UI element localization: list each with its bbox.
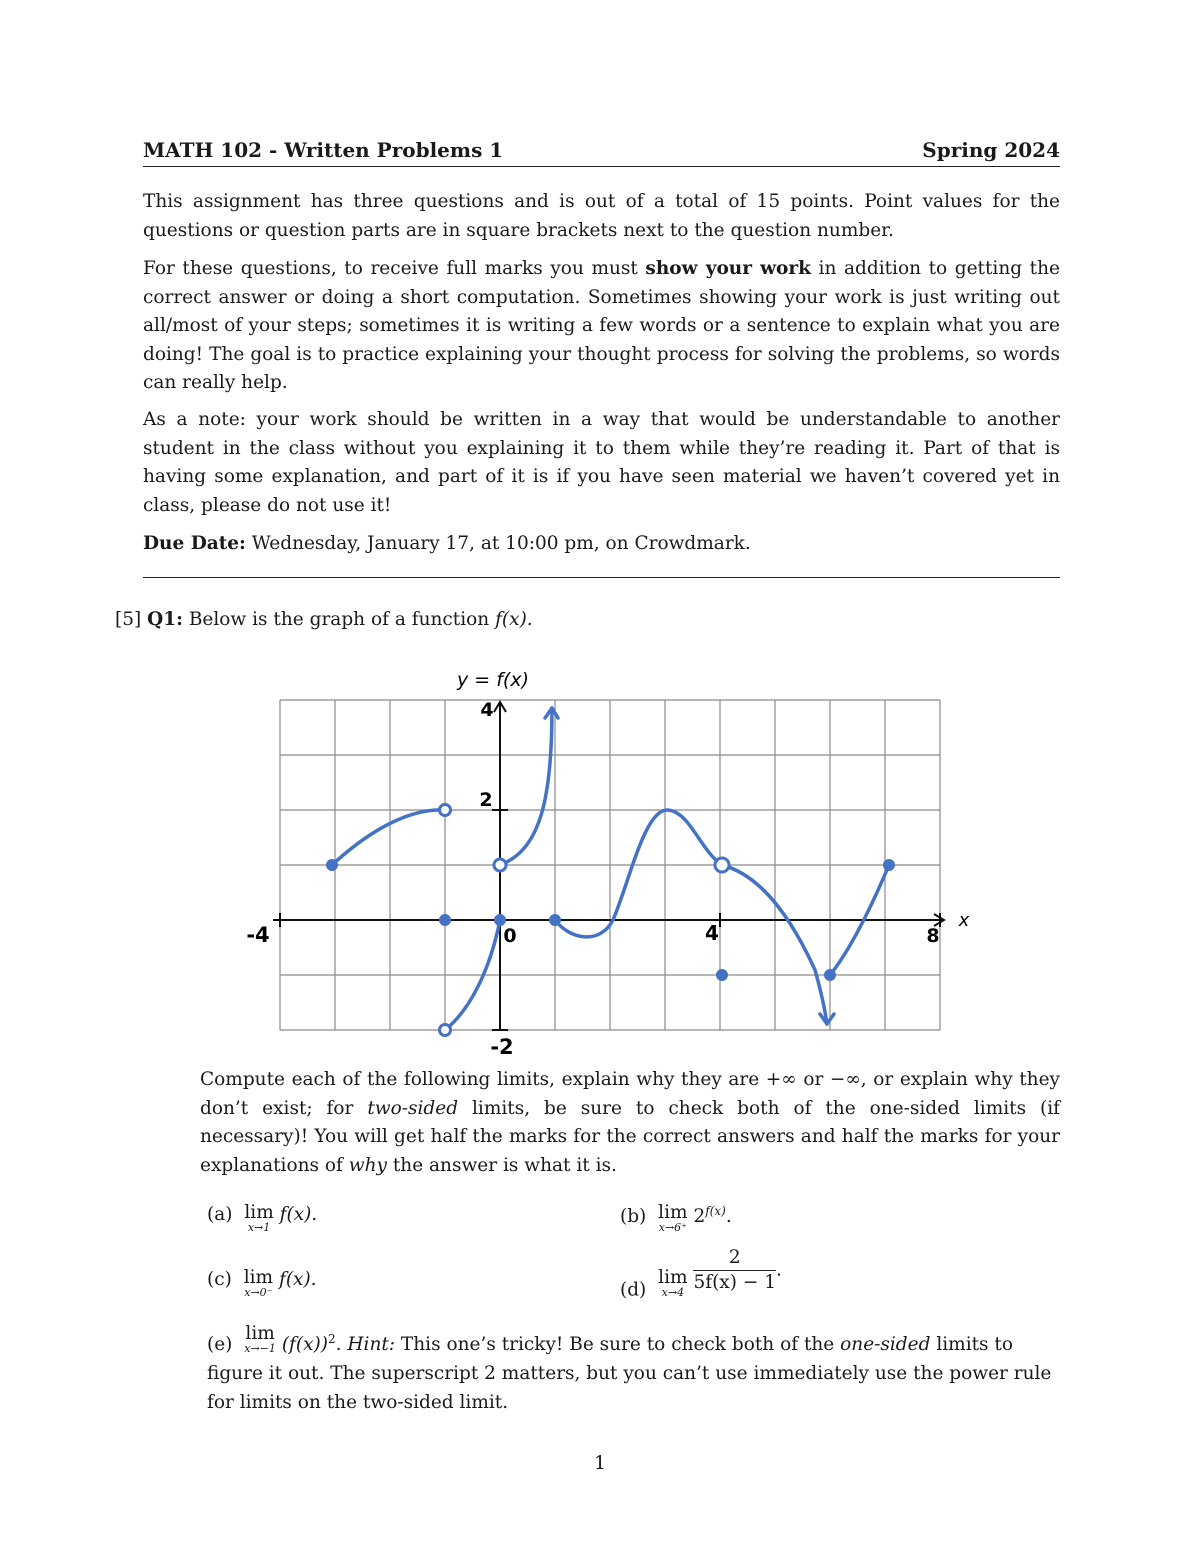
x-axis-arrow — [934, 914, 944, 926]
part-e: (e) lim x→−1 $(f(x))^2$. Hint: This one’s tricky! Be sure to check both of the one-sided limits to figure it out. The superscript 2 matters, but you can’t use immediately use the power rule for limits on the two-sided limit. — [207, 1323, 1052, 1414]
tick-label-0: 0 — [503, 925, 517, 947]
term: Spring 2024 — [922, 138, 1060, 162]
curve-segment-6 — [830, 865, 889, 975]
up-arrow-head — [545, 708, 558, 718]
course-title: MATH 102 - Written Problems 1 — [143, 138, 504, 162]
closed-dot — [718, 971, 727, 980]
graph-grid — [280, 700, 940, 1030]
open-dot — [715, 858, 729, 872]
section-divider — [143, 577, 1060, 578]
part-a: (a) lim x→1 f(x). — [207, 1202, 318, 1234]
page-number: 1 — [593, 1452, 607, 1474]
graph-title: y = f(x) — [456, 669, 530, 691]
question-1-heading: [5] Q1: Below is the graph of a function f(x). — [115, 609, 533, 630]
closed-dot — [885, 861, 894, 870]
curve-segment-5 — [722, 865, 827, 1024]
closed-dot — [826, 971, 835, 980]
open-dot — [440, 805, 451, 816]
x-axis-label: x — [958, 910, 970, 931]
part-c: (c) lim x→0⁻ f(x). — [207, 1267, 317, 1299]
tick-label-8: 8 — [926, 925, 940, 947]
curve-segment-4 — [555, 810, 722, 937]
hint-label: Hint: — [347, 1334, 396, 1356]
q1-instructions: Compute each of the following limits, explain why they are +∞ or −∞, or explain why they don’t exist; for two-sided limits, be sure to check both of the one-sided limits (if necessary)! You will get half the marks for the correct answers and half the marks for your explanations of why the answer is what it is. — [200, 1069, 1061, 1176]
open-dot — [440, 1025, 451, 1036]
tick-label-y4: 4 — [480, 699, 494, 721]
q1-label: Q1: — [147, 609, 183, 630]
page-header — [143, 136, 1060, 167]
closed-dot — [551, 916, 560, 925]
tick-label-4: 4 — [705, 921, 719, 945]
closed-dot — [328, 861, 337, 870]
due-date-label: Due Date: — [143, 533, 246, 554]
intro-paragraph-1: This assignment has three questions and is out of a total of 15 points. Point values for the questions or question parts are in square brackets next to the question number. — [143, 191, 1060, 241]
intro-paragraph-3: As a note: your work should be written in a way that would be understandable to another student in the class without you explaining it to them while they’re reading it. Part of that is having some explanation, and part of it is if you have seen material we haven’t covered yet in class, please do not use it! — [143, 409, 1060, 516]
tick-label-neg4: -4 — [246, 923, 270, 947]
curve-segment-1 — [332, 810, 445, 865]
tick-label-y2: 2 — [479, 789, 493, 811]
closed-dot — [496, 916, 505, 925]
due-date-line: Due Date: Wednesday, January 17, at 10:00 pm, on Crowdmark. — [143, 533, 751, 554]
intro-paragraph-2: For these questions, to receive full marks you must show your work in addition to getting the correct answer or doing a short computation. Sometimes showing your work is just writing out all/most of your steps; sometimes it is writing a few words or a sentence to explain what you are doing! The goal is to practice explaining your thought process for solving the problems, so words can really help. — [143, 258, 1060, 393]
open-dot — [494, 859, 506, 871]
y-axis-arrow — [494, 702, 506, 712]
show-work-emphasis: show your work — [645, 258, 811, 279]
function-curves — [332, 708, 889, 1030]
closed-dot — [441, 916, 450, 925]
part-b: (b) lim x→6⁺ $2^{f(x)}$. — [620, 1202, 732, 1234]
curve-segment-3 — [500, 708, 552, 865]
endpoint-markers — [328, 805, 894, 1036]
q1-points: [5] — [115, 609, 142, 630]
part-d: (d) lim x→4 $\frac{2}{5f(x) - 1}$ . — [620, 1247, 782, 1301]
down-arrow-head — [820, 1014, 834, 1024]
curve-segment-2 — [445, 920, 500, 1030]
tick-label-yneg2: -2 — [490, 1035, 514, 1059]
